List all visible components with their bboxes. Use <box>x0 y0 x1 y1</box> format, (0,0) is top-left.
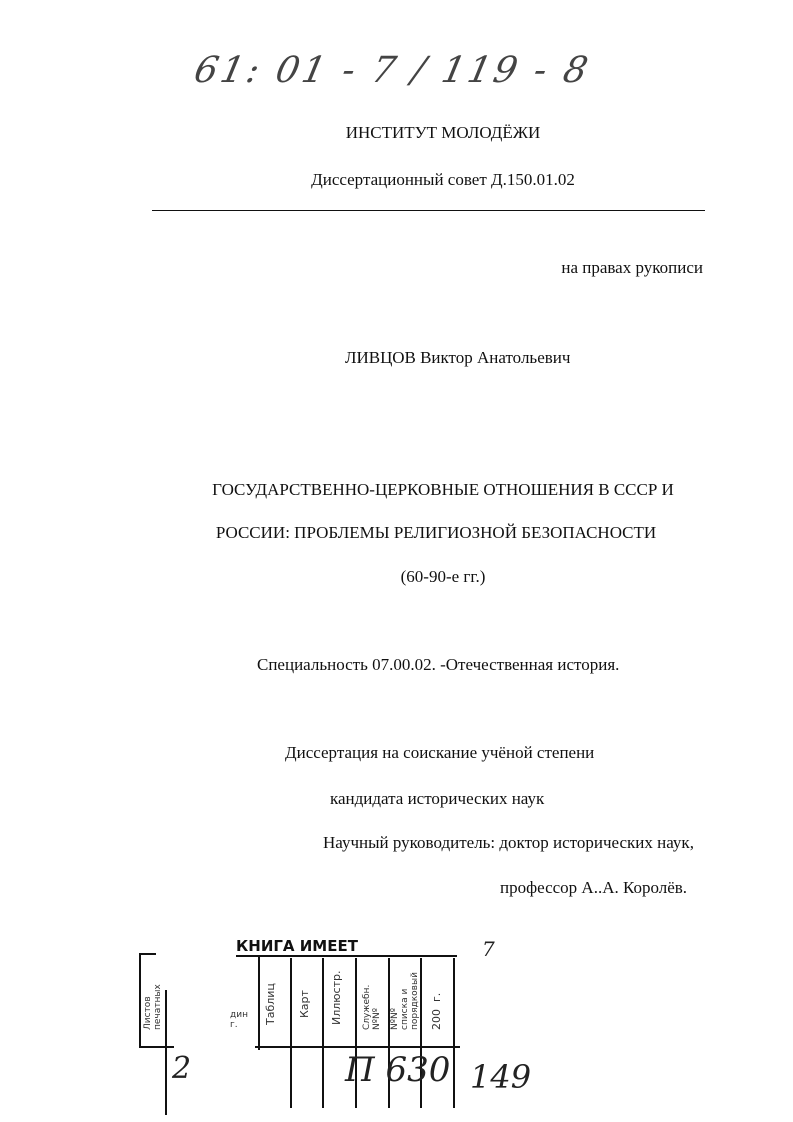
stamp-order-number: 149 <box>470 1058 532 1096</box>
stamp-line <box>139 1046 174 1048</box>
stamp-line <box>290 958 292 1108</box>
supervisor-line-1: Научный руководитель: доктор исторических наук, <box>323 833 694 852</box>
author-name: ЛИВЦОВ Виктор Анатольевич <box>345 348 571 367</box>
stamp-column-label: Иллюстр. <box>330 970 343 1025</box>
stamp-line <box>258 955 260 1050</box>
stamp-line <box>139 953 141 1048</box>
stamp-sheets-label: Листов печатных <box>143 984 163 1030</box>
stamp-line <box>453 958 455 1108</box>
stamp-side-mark: 7 <box>482 937 495 961</box>
supervisor-line-2: профессор А..А. Королёв. <box>500 878 688 897</box>
degree-line-1: Диссертация на соискание учёной степени <box>285 743 595 762</box>
specialty: Специальность 07.00.02. -Отечественная история. <box>257 655 620 674</box>
handwritten-catalog-code: 61: 01 - 7 / 119 - 8 <box>190 50 595 91</box>
stamp-line <box>165 990 167 1115</box>
stamp-sheets-value: 2 <box>172 1051 192 1086</box>
title-period: (60-90-е гг.) <box>400 567 486 586</box>
stamp-line <box>255 1046 460 1048</box>
stamp-column-label: Служебн. NºNº <box>362 984 382 1030</box>
stamp-service-number: П 630 <box>345 1050 451 1090</box>
stamp-line <box>139 953 156 955</box>
stamp-column-label: NºNº списка и порядковый <box>390 972 420 1030</box>
title-line-1: ГОСУДАРСТВЕННО-ЦЕРКОВНЫЕ ОТНОШЕНИЯ В СССР И <box>212 480 674 499</box>
degree-line-2: кандидата исторических наук <box>330 789 545 808</box>
stamp-column-label: дин г. <box>230 1010 248 1030</box>
stamp-line <box>322 958 324 1108</box>
stamp-line <box>257 955 457 957</box>
dissertation-council: Диссертационный совет Д.150.01.02 <box>311 170 575 189</box>
title-line-2: РОССИИ: ПРОБЛЕМЫ РЕЛИГИОЗНОЙ БЕЗОПАСНОСТИ <box>215 523 657 542</box>
divider-line <box>152 210 705 211</box>
institute-name: ИНСТИТУТ МОЛОДЁЖИ <box>345 123 541 142</box>
stamp-column-label: Карт <box>298 990 311 1018</box>
stamp-column-label: 200 г. <box>430 992 443 1030</box>
stamp-title: КНИГА ИМЕЕТ <box>236 937 358 955</box>
stamp-column-label: Таблиц <box>264 983 277 1025</box>
manuscript-rights: на правах рукописи <box>561 258 703 277</box>
